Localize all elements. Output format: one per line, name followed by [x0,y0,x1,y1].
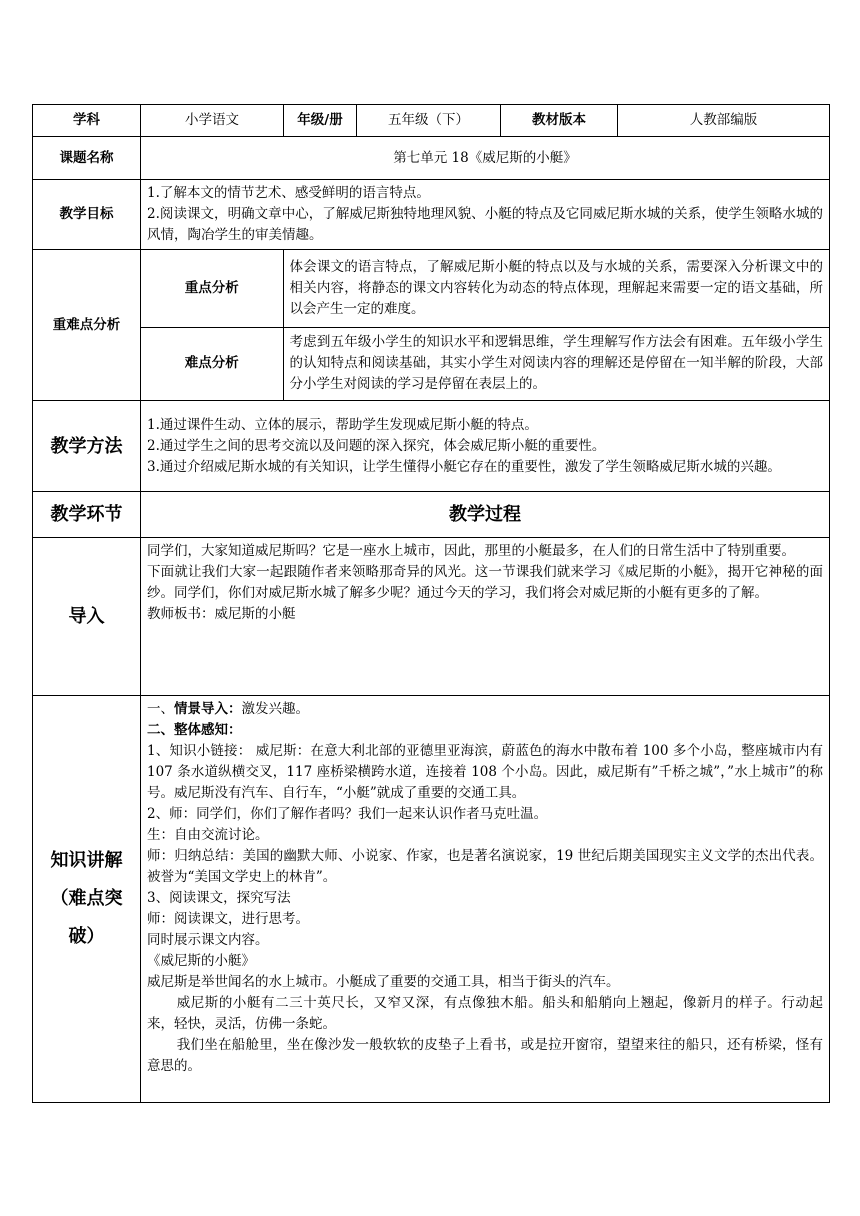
knowledge-row [33,696,830,1103]
knowledge-line-5: 生：自由交流讨论。 [147,827,269,843]
process-header-row [33,492,830,538]
knowledge-line-10: 《威尼斯的小艇》 [147,953,255,969]
goal-line-2: 2.阅读课文，明确文章中心，了解威尼斯独特地理风貌、小艇的特点及它同威尼斯水城的关系，使学生领略水城的风情，陶冶学生的审美情趣。 [147,206,823,243]
intro-content [141,538,830,696]
process-title: 教学过程 [141,492,830,538]
key-analysis-row [141,250,829,327]
difficulty-analysis-row [141,327,829,400]
process-stage-label: 教学环节 [33,492,141,538]
intro-row [33,538,830,696]
intro-label: 导入 [33,538,141,696]
methods-row [33,401,830,492]
knowledge-label [33,696,141,1103]
topic-label: 课题名称 [33,137,141,180]
knowledge-content [141,696,830,1103]
knowledge-line-7: 3、阅读课文，探究写法 [147,890,291,906]
analysis-row [33,250,830,401]
knowledge-line-9: 同时展示课文内容。 [147,932,269,948]
topic-value: 第七单元 18《威尼斯的小艇》 [141,137,830,180]
edition-value: 人教部编版 [618,105,830,137]
grade-value: 五年级（下） [357,105,501,137]
lesson-plan-page [32,104,829,1103]
goals-label: 教学目标 [33,180,141,250]
analysis-content [141,250,830,401]
goal-line-1: 1.了解本文的情节艺术、感受鲜明的语言特点。 [147,185,430,201]
method-line-2: 2.通过学生之间的思考交流以及问题的深入探究，体会威尼斯小艇的重要性。 [147,437,606,454]
knowledge-line-11: 威尼斯是举世闻名的水上城市。小艇成了重要的交通工具，相当于街头的汽车。 [147,974,620,990]
knowledge-line-4: 2、师：同学们，你们了解作者吗？我们一起来认识作者马克吐温。 [147,806,548,822]
difficulty-analysis-text: 考虑到五年级小学生的知识水平和逻辑思维，学生理解写作方法会有困难。五年级小学生的认知特点和阅读基础，其实小学生对阅读内容的理解还是停留在一知半解的阶段，大部分小学生对阅读的学习是停留在表层上的。 [283,327,829,400]
knowledge-line-8: 师：阅读课文，进行思考。 [147,911,309,927]
edition-label: 教材版本 [501,105,618,137]
knowledge-label-line-2: （难点突 [50,888,123,909]
methods-label: 教学方法 [33,401,141,492]
intro-line-3: 教师板书：威尼斯的小艇 [147,606,296,622]
grade-label: 年级/册 [284,105,357,137]
subject-label: 学科 [33,105,141,137]
key-analysis-text: 体会课文的语言特点，了解威尼斯小艇的特点以及与水城的关系，需要深入分析课文中的相关内容，将静态的课文内容转化为动态的特点体现，理解起来需要一定的语文基础，所以会产生一定的难度。 [289,258,823,317]
knowledge-line-12: 威尼斯的小艇有二三十英尺长，又窄又深，有点像独木船。船头和船艄向上翘起，像新月的样子。行动起来，轻快，灵活，仿佛一条蛇。 [147,995,823,1032]
knowledge-line-1: 一、情景导入：激发兴趣。 [147,701,309,717]
analysis-label: 重难点分析 [33,250,141,401]
lesson-plan-table [32,104,830,1103]
intro-line-1: 同学们，大家知道威尼斯吗？它是一座水上城市，因此，那里的小艇最多，在人们的日常生活中了特别重要。 [147,543,795,559]
knowledge-line-6: 师：归纳总结：美国的幽默大师、小说家、作家，也是著名演说家，19 世纪后期美国现实主义文学的杰出代表。被誉为“美国文学史上的林肯”。 [147,848,823,885]
method-line-3: 3.通过介绍威尼斯水城的有关知识，让学生懂得小艇它存在的重要性，激发了学生领略威尼斯水城的兴趣。 [147,458,781,475]
key-analysis-label: 重点分析 [141,250,283,327]
subject-value: 小学语文 [141,105,284,137]
knowledge-line-2: 二、整体感知： [147,722,242,738]
difficulty-analysis-label: 难点分析 [141,327,283,400]
goals-row [33,180,830,250]
knowledge-line-13: 我们坐在船舱里，坐在像沙发一般软软的皮垫子上看书，或是拉开窗帘，望望来往的船只，还有桥梁，怪有意思的。 [147,1037,823,1074]
knowledge-label-line-1: 知识讲解 [50,850,123,871]
header-row [33,105,830,137]
intro-line-2: 下面就让我们大家一起跟随作者来领略那奇异的风光。这一节课我们就来学习《威尼斯的小艇》，揭开它神秘的面纱。同学们，你们对威尼斯水城了解多少呢？通过今天的学习，我们将会对威尼斯的小艇有更多的了解。 [147,564,823,601]
analysis-inner-table [141,250,829,400]
knowledge-label-line-3: 破） [68,926,105,947]
method-line-1: 1.通过课件生动、立体的展示，帮助学生发现威尼斯小艇的特点。 [147,416,538,433]
goals-content [141,180,830,250]
topic-row [33,137,830,180]
methods-content [141,401,830,492]
knowledge-line-3: 1、知识小链接： 威尼斯：在意大利北部的亚德里亚海滨，蔚蓝色的海水中散布着 100 多个小岛，整座城市内有 107 条水道纵横交叉，117 座桥梁横跨水道，连接着 108 个小岛。因此，威尼斯有”千桥之城”，”水上城市”的称号。威尼斯没有汽车、自行车，“小艇”就成了重要的交通工具。 [147,743,823,801]
